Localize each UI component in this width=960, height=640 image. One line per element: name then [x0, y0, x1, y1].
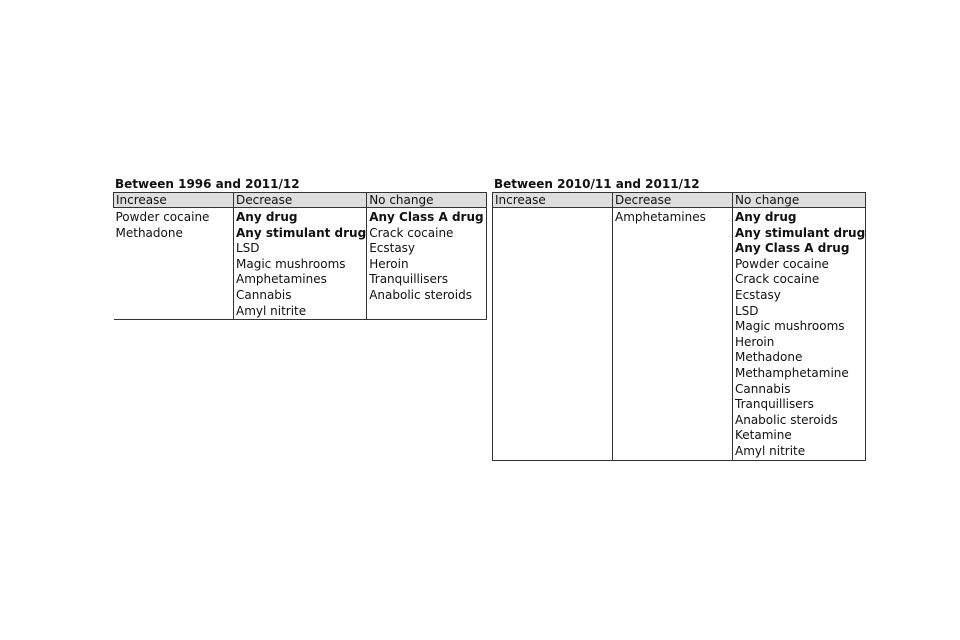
drug-list-item: Anabolic steroids	[735, 412, 838, 427]
drug-list-item: Methamphetamine	[735, 365, 849, 380]
no-change-column-cell	[733, 208, 866, 461]
table-body-row	[114, 208, 487, 320]
drug-list-item: Amphetamines	[236, 272, 327, 287]
table-panel-1996-2011	[113, 177, 487, 320]
drug-list-item: Ketamine	[735, 428, 792, 443]
table-title: Between 2010/11 and 2011/12	[494, 177, 700, 191]
drug-list-item: Crack cocaine	[735, 272, 820, 287]
drug-list-item: Heroin	[369, 256, 409, 271]
drug-list-item: Methadone	[115, 225, 183, 240]
decrease-column-cell	[234, 208, 367, 320]
drug-list-item: Cannabis	[236, 287, 292, 302]
drug-list-item: Anabolic steroids	[369, 287, 472, 302]
column-header-decrease: Decrease	[613, 193, 733, 208]
drug-list-item: Ecstasy	[369, 241, 416, 256]
column-header-no-change: No change	[733, 193, 866, 208]
drug-list-item: Crack cocaine	[369, 225, 454, 240]
drug-list-item: Any Class A drug	[369, 210, 484, 224]
column-header-no-change: No change	[367, 193, 487, 208]
drug-change-table	[113, 192, 487, 320]
drug-list-item: Heroin	[735, 334, 775, 349]
drug-list-item: Powder cocaine	[735, 256, 829, 271]
table-header-row	[493, 193, 866, 208]
drug-list-item: Magic mushrooms	[735, 319, 845, 334]
drug-list-item: Amphetamines	[615, 210, 706, 224]
increase-column-cell	[493, 208, 613, 461]
column-header-increase: Increase	[493, 193, 613, 208]
drug-list-item: Tranquillisers	[369, 272, 449, 287]
table-body-row	[493, 208, 866, 461]
no-change-column-cell	[367, 208, 487, 320]
decrease-column-cell	[613, 208, 733, 461]
drug-list-item: Powder cocaine	[115, 210, 210, 224]
drug-list-item: Any drug	[735, 210, 797, 224]
drug-list-item: Any stimulant drug	[236, 225, 367, 240]
column-header-increase: Increase	[114, 193, 234, 208]
drug-list-item: Amyl nitrite	[236, 303, 307, 318]
increase-column-cell	[114, 208, 234, 320]
drug-list-item: Any stimulant drug	[735, 225, 866, 240]
drug-list-item: LSD	[735, 303, 759, 318]
drug-list-item: Any drug	[236, 210, 298, 224]
drug-list-item: Cannabis	[735, 381, 791, 396]
drug-list-item: Methadone	[735, 350, 803, 365]
drug-list-item: Amyl nitrite	[735, 443, 806, 458]
drug-list-item: Magic mushrooms	[236, 256, 346, 271]
drug-list-item: Ecstasy	[735, 287, 781, 302]
drug-list-item: Any Class A drug	[735, 241, 850, 256]
table-title: Between 1996 and 2011/12	[115, 177, 300, 191]
drug-change-table	[492, 192, 866, 461]
drug-list-item: Tranquillisers	[735, 397, 814, 412]
drug-list-item: LSD	[236, 241, 260, 256]
column-header-decrease: Decrease	[234, 193, 367, 208]
table-header-row	[114, 193, 487, 208]
table-panel-2010-2011	[492, 177, 866, 461]
